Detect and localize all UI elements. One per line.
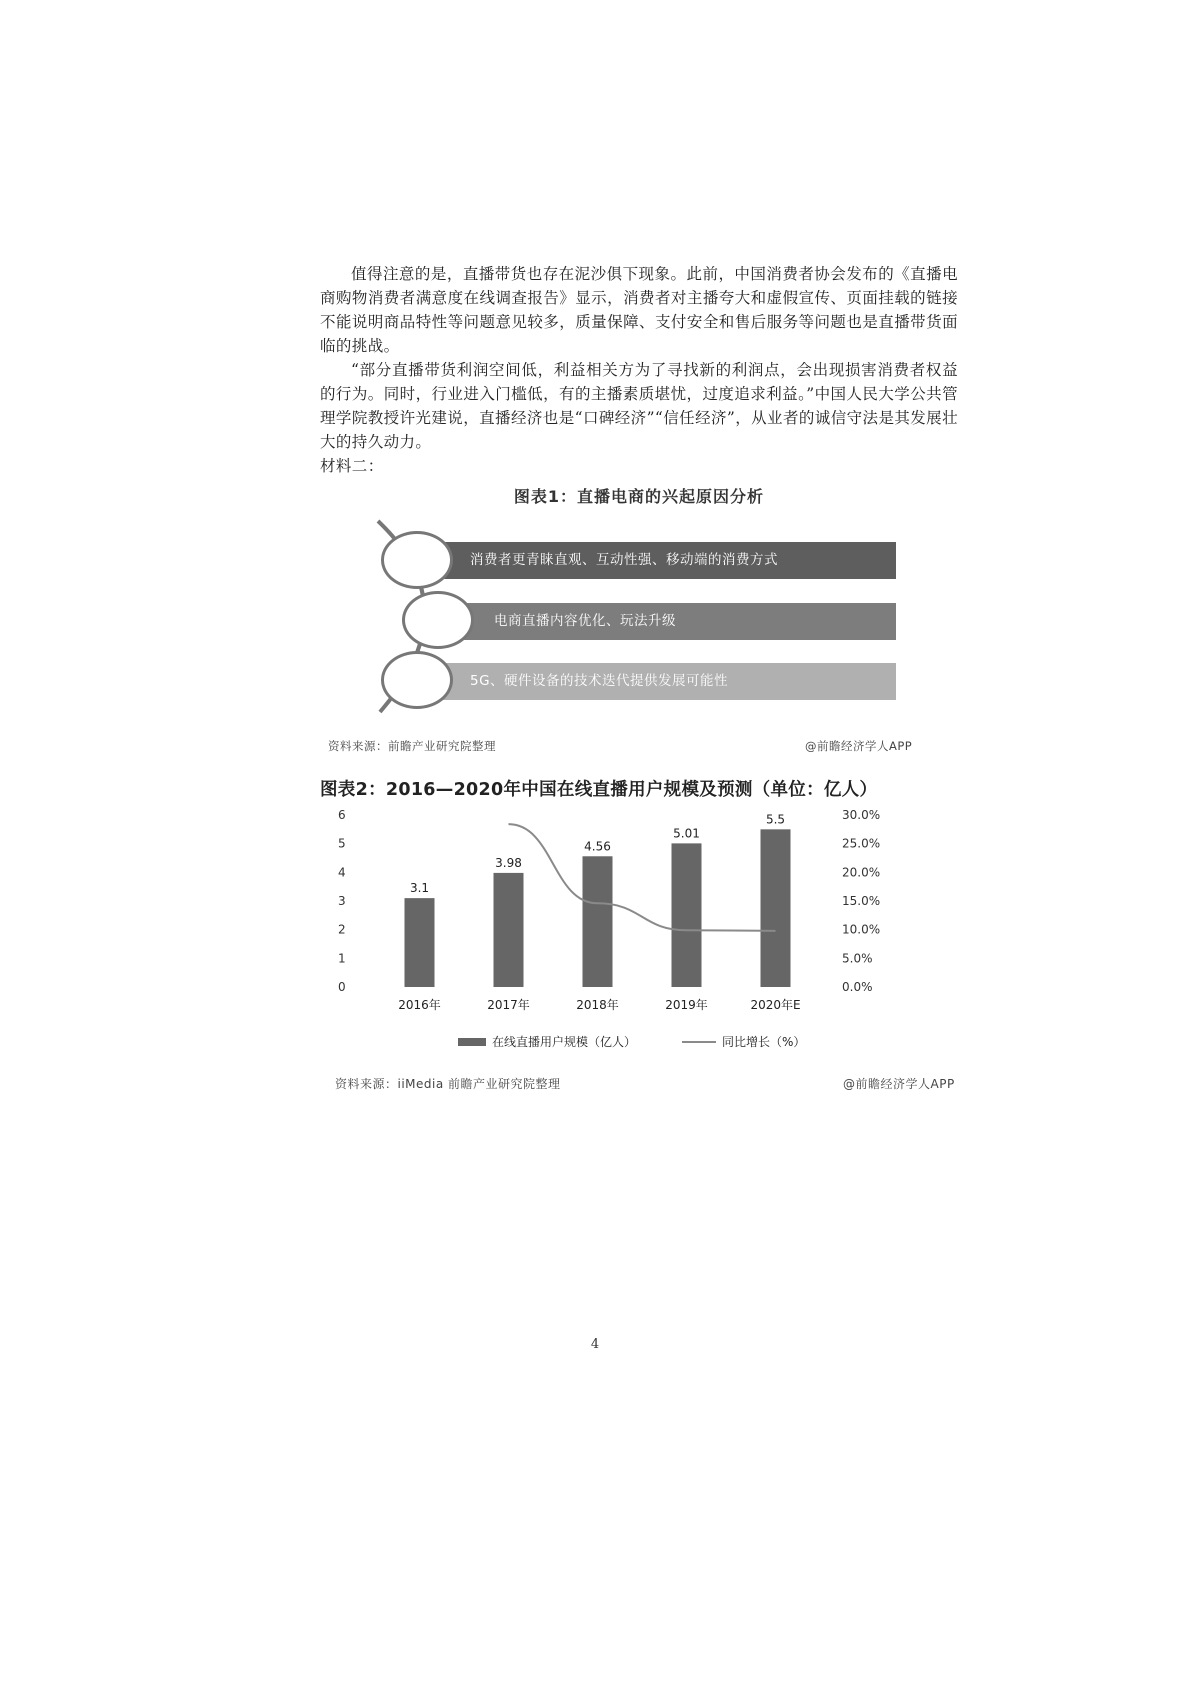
figure1-circle-2 (402, 591, 474, 649)
growth-line (509, 824, 776, 931)
figure1-item-1-label: 消费者更青睐直观、互动性强、移动端的消费方式 (470, 552, 778, 568)
bar-2016年 (405, 898, 435, 987)
bar-2020年E (761, 829, 791, 987)
y-tick-label: 2 (338, 922, 346, 937)
page-number: 4 (590, 1337, 600, 1352)
y2-tick-label: 10.0% (842, 922, 881, 937)
y2-tick-label: 5.0% (842, 951, 873, 966)
figure2-title: 图表2：2016—2020年中国在线直播用户规模及预测（单位：亿人） (320, 780, 878, 800)
x-tick-label: 2016年 (398, 998, 441, 1012)
y-tick-label: 6 (338, 808, 346, 822)
y-tick-label: 1 (338, 951, 346, 966)
figure1-item-3-label: 5G、硬件设备的技术迭代提供发展可能性 (470, 673, 729, 689)
figure1-item-1 (410, 542, 896, 579)
bar-data-label: 4.56 (584, 839, 611, 854)
figure2-source-right: @前瞻经济学人APP (843, 1077, 955, 1091)
paragraph-1: 值得注意的是，直播带货也存在泥沙俱下现象。此前，中国消费者协会发布的《直播电商购物消费者满意度在线调查报告》显示，消费者对主播夸大和虚假宣传、页面挂载的链接不能说明商品特性等问题意见较多，质量保障、支付安全和售后服务等问题也是直播带货面临的挑战。 (320, 265, 958, 355)
legend-bar-swatch (458, 1038, 486, 1046)
figure1-source-right: @前瞻经济学人APP (805, 739, 913, 753)
x-tick-label: 2020年E (750, 998, 801, 1012)
legend-bar-label: 在线直播用户规模（亿人） (492, 1035, 637, 1049)
y2-tick-label: 0.0% (842, 980, 873, 994)
x-tick-label: 2018年 (576, 998, 619, 1012)
bar-2018年 (583, 856, 613, 987)
bar-data-label: 3.1 (409, 881, 430, 896)
y2-tick-label: 15.0% (842, 894, 881, 908)
paragraph-2: “部分直播带货利润空间低，利益相关方为了寻找新的利润点，会出现损害消费者权益的行为。同时，行业进入门槛低，有的主播素质堪忧，过度追求利益。”中国人民大学公共管理学院教授许光建说，直播经济也是“口碑经济”“信任经济”，从业者的诚信守法是其发展壮大的持久动力。 (320, 361, 958, 451)
chart-legend (458, 1034, 805, 1049)
bar-2017年 (494, 873, 524, 987)
y-tick-label: 3 (338, 894, 346, 908)
legend-line-label: 同比增长（%） (722, 1035, 806, 1049)
y2-tick-label: 20.0% (842, 865, 881, 880)
y-tick-label: 4 (338, 865, 346, 880)
y2-tick-label: 30.0% (842, 808, 881, 822)
y2-tick-label: 25.0% (842, 836, 881, 851)
figure2-source-left: 资料来源：iiMedia 前瞻产业研究院整理 (335, 1077, 561, 1091)
y-axis-left (338, 808, 346, 994)
figure1-circle-1 (381, 531, 453, 589)
bar-2019年 (672, 843, 702, 987)
figure1-item-2 (430, 603, 896, 640)
bar-data-label: 3.98 (495, 855, 522, 870)
material-label: 材料二： (320, 457, 384, 475)
figure1-title: 图表1：直播电商的兴起原因分析 (513, 487, 765, 506)
figure1-source-left: 资料来源：前瞻产业研究院整理 (328, 739, 496, 753)
y-tick-label: 5 (338, 836, 346, 851)
figure1-item-2-label: 电商直播内容优化、玩法升级 (494, 613, 676, 629)
y-tick-label: 0 (338, 980, 346, 994)
bar-data-label: 5.5 (765, 812, 786, 827)
x-axis-labels (398, 997, 800, 1012)
figure1-circle-3 (381, 651, 453, 709)
figure1-item-3 (410, 663, 896, 700)
x-tick-label: 2019年 (665, 998, 708, 1012)
y-axis-right (842, 808, 880, 994)
figure2-chart (330, 805, 990, 1070)
bar-data-label: 5.01 (673, 826, 700, 841)
x-tick-label: 2017年 (487, 998, 530, 1012)
